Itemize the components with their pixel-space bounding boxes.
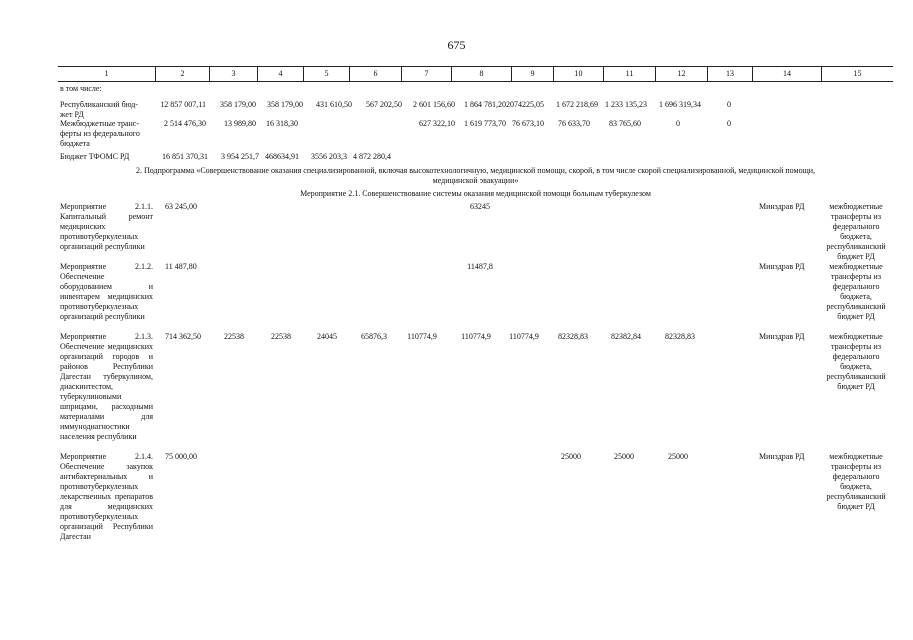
cell-value: 83 765,60 bbox=[609, 119, 641, 128]
funding-source: межбюджетные трансферты из федерального бюджета, республиканский бюджет РД bbox=[826, 452, 886, 511]
column-header: 3 bbox=[209, 67, 257, 81]
cell-value: 82382,84 bbox=[611, 332, 641, 341]
executor: Минздрав РД bbox=[759, 202, 805, 211]
tfoms-label: Бюджет ТФОМС РД bbox=[60, 152, 130, 161]
column-header: 2 bbox=[155, 67, 209, 81]
column-header: 9 bbox=[511, 67, 553, 81]
cell-value: 11 487,80 bbox=[165, 262, 197, 271]
cell-value: 76 633,70 bbox=[558, 119, 590, 128]
cell-value: 25000 bbox=[614, 452, 634, 461]
measure-label: Мероприятие 2.1.4. Обеспечение закупок антибактериальных и противотуберкулезных лекарственных препаратов для медицинских противотуберкулезных организаций Республики Дагестан bbox=[60, 452, 153, 541]
column-header: 14 bbox=[752, 67, 821, 81]
cell-value: 2 601 156,60 bbox=[413, 100, 455, 109]
cell-value: 13 989,80 bbox=[224, 119, 256, 128]
cell-value: 22538 bbox=[224, 332, 244, 341]
cell-value: 0 bbox=[727, 119, 731, 128]
cell-value: 2074225,05 bbox=[506, 100, 544, 109]
cell-value: 0 bbox=[676, 119, 680, 128]
column-header: 10 bbox=[553, 67, 603, 81]
cell-value: 82328,83 bbox=[665, 332, 695, 341]
column-header: 15 bbox=[821, 67, 893, 81]
column-header: 1 bbox=[104, 69, 109, 78]
cell-value: 567 202,50 bbox=[366, 100, 402, 109]
cell-value: 1 619 773,70 bbox=[464, 119, 506, 128]
measure-heading: Мероприятие 2.1. Совершенствование системы оказания медицинской помощи больным туберкулезом bbox=[300, 189, 651, 198]
cell-value: 110774,9 bbox=[461, 332, 491, 341]
column-header: 6 bbox=[349, 67, 401, 81]
column-header: 13 bbox=[707, 67, 752, 81]
cell-value: 431 610,50 bbox=[316, 100, 352, 109]
cell-value: 1 696 319,34 bbox=[659, 100, 701, 109]
cell-value: 714 362,50 bbox=[165, 332, 201, 341]
measure-label: Мероприятие 2.1.3. Обеспечение медицинских организаций городов и районов Республики Дагестан туберкулином, диаскинтестом, туберкулиновыми шприцами, расходными материалами для иммунодиагностики населения республики bbox=[60, 332, 153, 441]
cell-value: 358 179,00 bbox=[220, 100, 256, 109]
cell-value: 110774,9 bbox=[509, 332, 539, 341]
measure-label: Мероприятие 2.1.2. Обеспечение оборудованием и инвентарем медицинских противотуберкулезных организаций республики bbox=[60, 262, 153, 321]
cell-value: 76 673,10 bbox=[512, 119, 544, 128]
cell-value: 0 bbox=[727, 100, 731, 109]
cell-value: 16 851 370,31 bbox=[162, 152, 208, 161]
column-header-row bbox=[58, 66, 893, 82]
cell-value: 82328,83 bbox=[558, 332, 588, 341]
funding-source: межбюджетные трансферты из федерального бюджета, республиканский бюджет РД bbox=[826, 202, 886, 261]
cell-value: 1 864 781,20 bbox=[464, 100, 506, 109]
cell-value: 65876,3 bbox=[361, 332, 387, 341]
column-header: 8 bbox=[451, 67, 511, 81]
page-number: 675 bbox=[447, 38, 466, 52]
cell-value: 16 318,30 bbox=[266, 119, 298, 128]
cell-value: 3 954 251,7 bbox=[221, 152, 259, 161]
column-header: 7 bbox=[401, 67, 451, 81]
executor: Минздрав РД bbox=[759, 332, 805, 341]
cell-value: 627 322,10 bbox=[419, 119, 455, 128]
cell-value: 11487,8 bbox=[467, 262, 493, 271]
subprogram-title: 2. Подпрограмма «Совершенствование оказания специализированной, включая высокотехнологичную, медицинской помощи, скорой, в том числе скорой специализированной, медицинской помощи, медицинской эвакуации» bbox=[135, 166, 816, 185]
cell-value: 358 179,00 bbox=[267, 100, 303, 109]
cell-value: 24045 bbox=[317, 332, 337, 341]
column-header: 11 bbox=[603, 67, 655, 81]
cell-value: 110774,9 bbox=[407, 332, 437, 341]
cell-value: 12 857 007,11 bbox=[160, 100, 206, 109]
funding-source: межбюджетные трансферты из федерального бюджета, республиканский бюджет РД bbox=[826, 332, 886, 391]
funding-source: межбюджетные трансферты из федерального бюджета, республиканский бюджет РД bbox=[826, 262, 886, 321]
executor: Минздрав РД bbox=[759, 262, 805, 271]
cell-value: 1 233 135,23 bbox=[605, 100, 647, 109]
cell-value: 75 000,00 bbox=[165, 452, 197, 461]
cell-value: 1 672 218,69 bbox=[556, 100, 598, 109]
cell-value: 25000 bbox=[561, 452, 581, 461]
column-header: 5 bbox=[303, 67, 349, 81]
interbudget-label: Межбюджетные транс- ферты из федерального бюджета bbox=[60, 119, 140, 148]
measure-label: Мероприятие 2.1.1. Капитальный ремонт медицинских противотуберкулезных организаций республики bbox=[60, 202, 153, 251]
cell-value: 3556 203,3 bbox=[311, 152, 347, 161]
column-header: 4 bbox=[257, 67, 303, 81]
cell-value: 22538 bbox=[271, 332, 291, 341]
cell-value: 2 514 476,30 bbox=[164, 119, 206, 128]
executor: Минздрав РД bbox=[759, 452, 805, 461]
cell-value: 63245 bbox=[470, 202, 490, 211]
column-header: 12 bbox=[655, 67, 707, 81]
cell-value: 25000 bbox=[668, 452, 688, 461]
including-label: в том числе: bbox=[60, 84, 102, 93]
cell-value: 468634,91 bbox=[265, 152, 299, 161]
cell-value: 4 872 280,4 bbox=[353, 152, 391, 161]
republican-label: Республиканский бюд- жет РД bbox=[60, 100, 138, 119]
cell-value: 63 245,00 bbox=[165, 202, 197, 211]
